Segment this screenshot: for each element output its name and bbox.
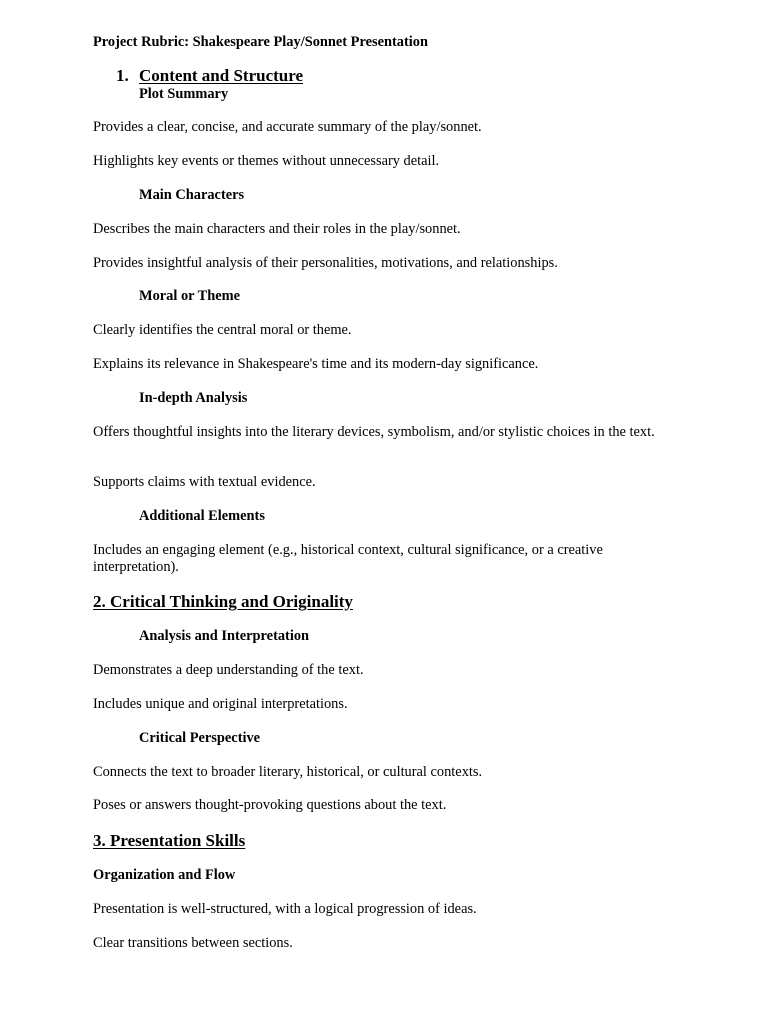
- plot-summary-heading: Plot Summary: [139, 86, 229, 102]
- moral-theme-item-2: Explains its relevance in Shakespeare's time and its modern-day significance.: [93, 356, 539, 372]
- critical-perspective-item-1: Connects the text to broader literary, historical, or cultural contexts.: [93, 764, 483, 780]
- in-depth-analysis-item-1: Offers thoughtful insights into the literary devices, symbolism, and/or stylistic choices in the text.: [93, 424, 655, 440]
- critical-perspective-item-2: Poses or answers thought-provoking questions about the text.: [93, 797, 447, 813]
- additional-elements-item-1: Includes an engaging element (e.g., historical context, cultural significance, or a creative interpretation).: [93, 542, 603, 575]
- section-2-heading: 2. Critical Thinking and Originality: [93, 592, 353, 611]
- analysis-interpretation-item-2: Includes unique and original interpretations.: [93, 696, 348, 712]
- main-characters-heading: Main Characters: [139, 187, 245, 203]
- organization-flow-item-2: Clear transitions between sections.: [93, 935, 293, 951]
- in-depth-analysis-heading: In-depth Analysis: [139, 390, 248, 406]
- main-characters-item-2: Provides insightful analysis of their personalities, motivations, and relationships.: [93, 255, 558, 271]
- section-3-heading: 3. Presentation Skills: [93, 831, 246, 850]
- additional-elements-heading: Additional Elements: [139, 508, 265, 524]
- analysis-interpretation-heading: Analysis and Interpretation: [139, 628, 310, 644]
- plot-summary-item-2: Highlights key events or themes without unnecessary detail.: [93, 153, 440, 169]
- main-characters-item-1: Describes the main characters and their roles in the play/sonnet.: [93, 221, 461, 237]
- section-1-heading: Content and Structure: [139, 66, 304, 85]
- moral-theme-heading: Moral or Theme: [139, 288, 240, 304]
- section-1-number: 1.: [116, 66, 129, 85]
- in-depth-analysis-item-2: Supports claims with textual evidence.: [93, 474, 316, 490]
- critical-perspective-heading: Critical Perspective: [139, 730, 261, 746]
- organization-flow-item-1: Presentation is well-structured, with a logical progression of ideas.: [93, 901, 477, 917]
- document-title: Project Rubric: Shakespeare Play/Sonnet Presentation: [93, 34, 428, 50]
- plot-summary-item-1: Provides a clear, concise, and accurate summary of the play/sonnet.: [93, 119, 482, 135]
- organization-flow-heading: Organization and Flow: [93, 867, 236, 883]
- analysis-interpretation-item-1: Demonstrates a deep understanding of the text.: [93, 662, 364, 678]
- moral-theme-item-1: Clearly identifies the central moral or theme.: [93, 322, 352, 338]
